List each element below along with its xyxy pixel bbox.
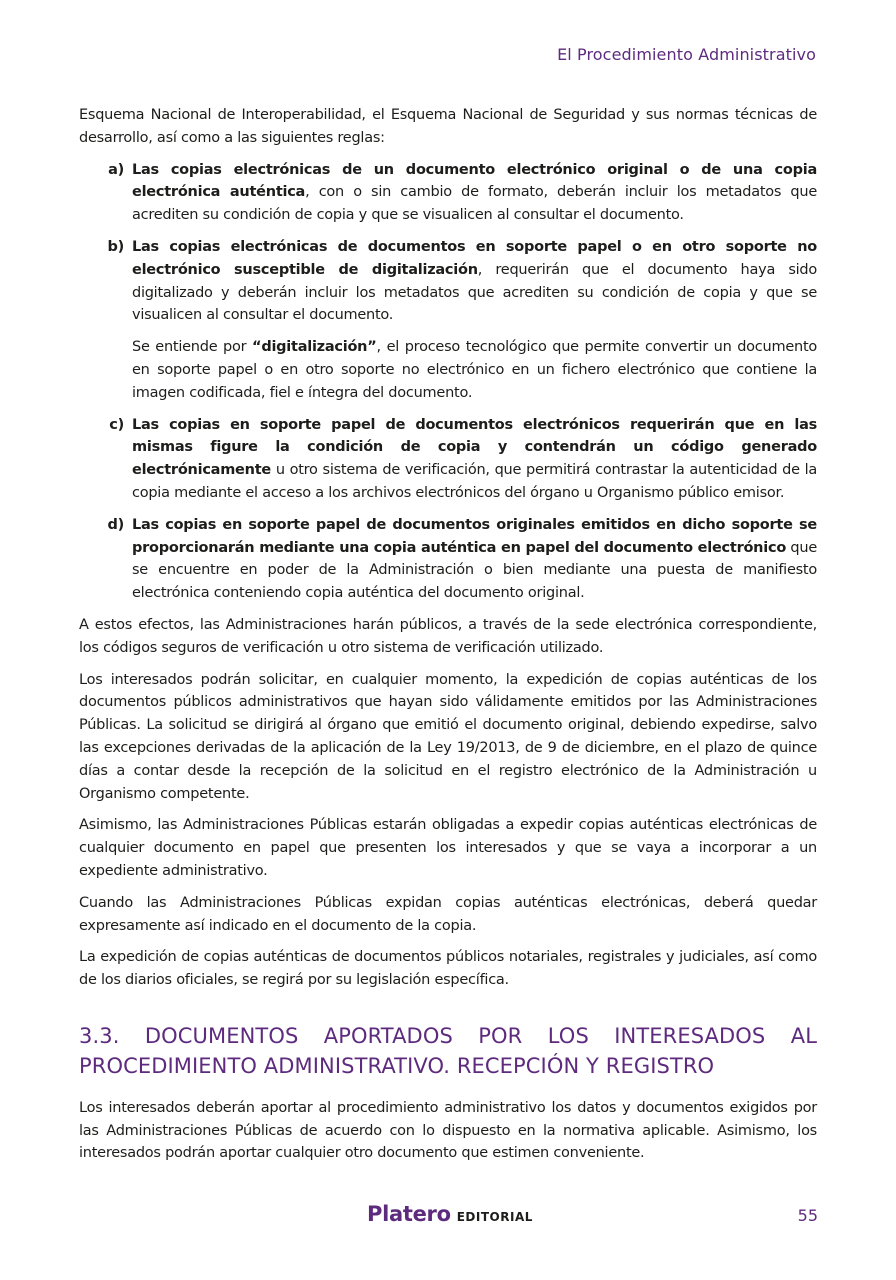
rule-b-extra-pre: Se entiende por bbox=[132, 339, 253, 356]
section-heading: 3.3. DOCUMENTOS APORTADOS POR LOS INTERESADOS AL PROCEDIMIENTO ADMINISTRATIVO. RECEPCIÓN Y REGISTRO bbox=[79, 1023, 817, 1078]
rule-b-extra-bold: “digitalización” bbox=[252, 339, 377, 356]
rule-a-bold: Las copias electrónicas de un documento electrónico original o de una copia electrónica auténtica bbox=[132, 161, 817, 201]
publisher-sub: EDITORIAL bbox=[456, 1210, 533, 1224]
rule-a bbox=[79, 159, 817, 227]
rule-a-text: , con o sin cambio de formato, deberán incluir los metadatos que acrediten su condición de copia y que se visualicen al consultar el documento. bbox=[132, 184, 817, 224]
rule-d bbox=[79, 514, 817, 605]
rule-d-marker: d) bbox=[107, 516, 124, 533]
rule-b-bold: Las copias electrónicas de documentos en soporte papel o en otro soporte no electrónico susceptible de digitalización bbox=[132, 238, 817, 278]
paragraph-request: Los interesados podrán solicitar, en cualquier momento, la expedición de copias auténticas de los documentos públicos administrativos que hayan sido válidamente emitidos por las Administraciones Públicas. La solicitud se dirigirá al órgano que emitió el documento original, debiendo expedirse, salvo las excepciones derivadas de la aplicación de la Ley 19/2013, de 9 de diciembre, en el plazo de quince días a contar desde la recepción de la solicitud en el registro electrónico de la Administración u Organismo competente. bbox=[79, 671, 817, 802]
rule-d-bold: Las copias en soporte papel de documentos originales emitidos en dicho soporte se proporcionarán mediante una copia auténtica en papel del documento electrónico bbox=[132, 516, 817, 556]
running-header: El Procedimiento Administrativo bbox=[557, 45, 816, 64]
publisher-logo bbox=[367, 1202, 533, 1226]
rule-c bbox=[79, 414, 817, 505]
rule-c-bold: Las copias en soporte papel de documentos electrónicos requerirán que en las mismas figure la condición de copia y contendrán un código generado electrónicamente bbox=[132, 416, 817, 479]
section-paragraph: Los interesados deberán aportar al procedimiento administrativo los datos y documentos exigidos por las Administraciones Públicas de acuerdo con lo dispuesto en la normativa aplicable. Asimismo, los interesados podrán aportar cualquier otro documento que estimen conveniente. bbox=[79, 1099, 817, 1162]
rule-b-marker: b) bbox=[107, 238, 124, 255]
page-body bbox=[79, 104, 817, 1174]
paragraph-legislation: La expedición de copias auténticas de documentos públicos notariales, registrales y judiciales, así como de los diarios oficiales, se regirá por su legislación específica. bbox=[79, 949, 817, 989]
rule-a-marker: a) bbox=[108, 161, 124, 178]
rule-b-extra-post: , el proceso tecnológico que permite convertir un documento en soporte papel o en otro soporte no electrónico en un fichero electrónico que contiene la imagen codificada, fiel e íntegra del documento. bbox=[132, 339, 817, 401]
paragraph-obligation: Asimismo, las Administraciones Públicas estarán obligadas a expedir copias auténticas electrónicas de cualquier documento en papel que presenten los interesados y que se vaya a incorporar a un expediente administrativo. bbox=[79, 817, 817, 879]
rule-b bbox=[79, 236, 817, 405]
rule-d-text: que se encuentre en poder de la Administración o bien mediante una puesta de manifiesto electrónica conteniendo copia auténtica del documento original. bbox=[132, 539, 817, 602]
rule-c-marker: c) bbox=[109, 416, 124, 433]
rule-c-text: u otro sistema de verificación, que permitirá contrastar la autenticidad de la copia mediante el acceso a los archivos electrónicos del órgano u Organismo público emisor. bbox=[132, 462, 817, 501]
page-number: 55 bbox=[797, 1206, 818, 1225]
paragraph-verification: A estos efectos, las Administraciones harán públicos, a través de la sede electrónica correspondiente, los códigos seguros de verificación u otro sistema de verificación utilizado. bbox=[79, 616, 817, 656]
publisher-name: Platero bbox=[367, 1202, 451, 1226]
paragraph-indication: Cuando las Administraciones Públicas expidan copias auténticas electrónicas, deberá quedar expresamente así indicado en el documento de la copia. bbox=[79, 894, 817, 934]
rule-b-text: , requerirán que el documento haya sido digitalizado y deberán incluir los metadatos que acrediten su condición de copia y que se visualicen al consultar el documento. bbox=[132, 261, 817, 324]
intro-paragraph: Esquema Nacional de Interoperabilidad, el Esquema Nacional de Seguridad y sus normas técnicas de desarrollo, así como a las siguientes reglas: bbox=[79, 107, 817, 146]
